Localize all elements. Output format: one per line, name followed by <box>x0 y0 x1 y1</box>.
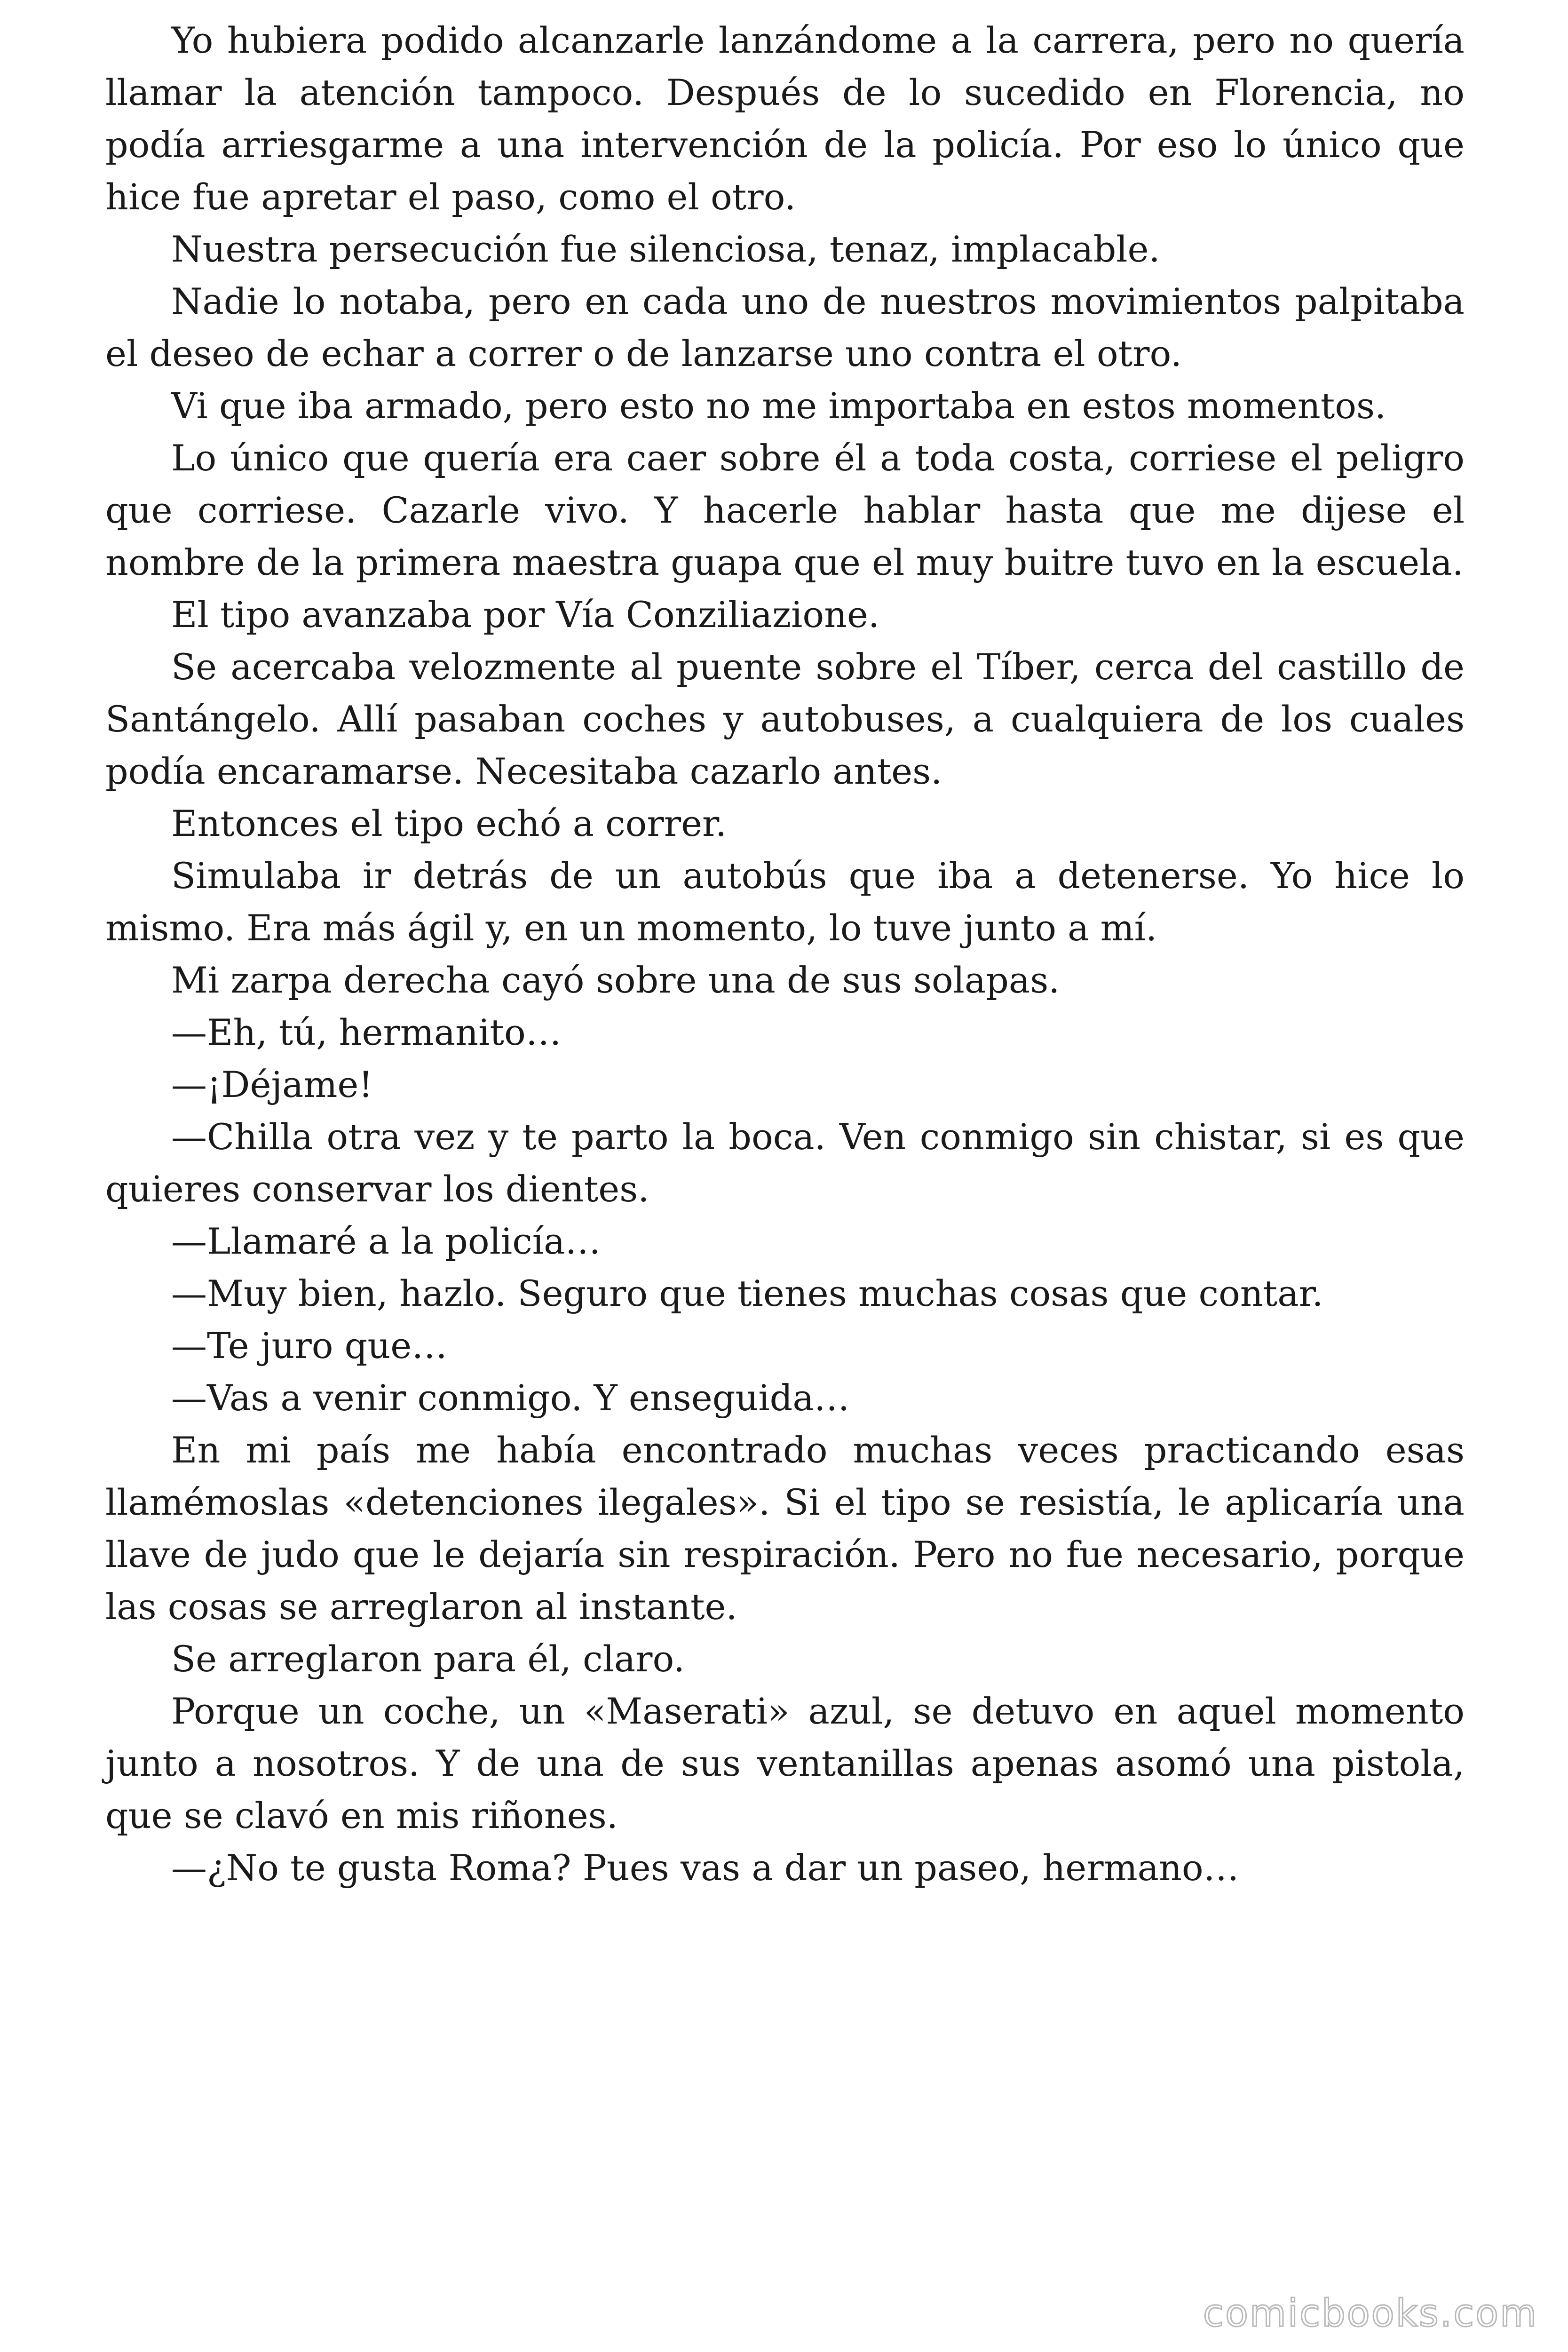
paragraph: El tipo avanzaba por Vía Conziliazione. <box>171 594 880 636</box>
paragraph: Mi zarpa derecha cayó sobre una de sus solapas. <box>171 959 1060 1001</box>
dialogue-line: —Chilla otra vez y te parto la boca. Ven conmigo sin chistar, si es que quieres conservar los dientes. <box>105 1116 1465 1210</box>
paragraph: Entonces el tipo echó a correr. <box>171 803 727 844</box>
paragraph: Nadie lo notaba, pero en cada uno de nuestros movimientos palpitaba el deseo de echar a correr o de lanzarse uno contra el otro. <box>105 280 1465 374</box>
watermark: comicbooks.com <box>1203 2291 1538 2335</box>
paragraph: Se acercaba velozmente al puente sobre el Tíber, cerca del castillo de Santángelo. Allí pasaban coches y autobuses, a cualquiera de los cuales podía encaramarse. Necesitaba cazarlo antes. <box>105 646 1465 792</box>
dialogue-line: —Te juro que… <box>171 1325 448 1367</box>
dialogue-line: —¡Déjame! <box>171 1064 373 1105</box>
paragraph: Se arreglaron para él, claro. <box>171 1638 685 1680</box>
paragraph: Simulaba ir detrás de un autobús que iba a detenerse. Yo hice lo mismo. Era más ágil y, en un momento, lo tuve junto a mí. <box>105 855 1465 949</box>
dialogue-line: —Llamaré a la policía… <box>171 1220 601 1262</box>
paragraph: Yo hubiera podido alcanzarle lanzándome a la carrera, pero no quería llamar la atención tampoco. Después de lo sucedido en Florencia, no podía arriesgarme a una intervención de la policía. Por eso lo único que hice fue apretar el paso, como el otro. <box>105 19 1465 218</box>
dialogue-line: —Vas a venir conmigo. Y enseguida… <box>171 1377 850 1419</box>
paragraph: Vi que iba armado, pero esto no me importaba en estos momentos. <box>171 385 1386 427</box>
paragraph: En mi país me había encontrado muchas veces practicando esas llamémoslas «detenciones ilegales». Si el tipo se resistía, le aplicaría una llave de judo que le dejaría sin respiración. Pero no fue necesario, porque las cosas se arreglaron al instante. <box>105 1429 1465 1628</box>
dialogue-line: —Muy bien, hazlo. Seguro que tienes muchas cosas que contar. <box>171 1272 1323 1314</box>
paragraph: Porque un coche, un «Maserati» azul, se detuvo en aquel momento junto a nosotros. Y de una de sus ventanillas apenas asomó una pistola, que se clavó en mis riñones. <box>105 1690 1465 1836</box>
paragraph: Lo único que quería era caer sobre él a toda costa, corriese el peligro que corriese. Cazarle vivo. Y hacerle hablar hasta que me dijese el nombre de la primera maestra guapa que el muy buitre tuvo en la escuela. <box>105 437 1465 583</box>
body-text <box>105 14 1465 1894</box>
dialogue-line: —Eh, tú, hermanito… <box>171 1011 562 1053</box>
dialogue-line: —¿No te gusta Roma? Pues vas a dar un paseo, hermano… <box>171 1847 1239 1889</box>
paragraph: Nuestra persecución fue silenciosa, tenaz, implacable. <box>171 228 1160 270</box>
